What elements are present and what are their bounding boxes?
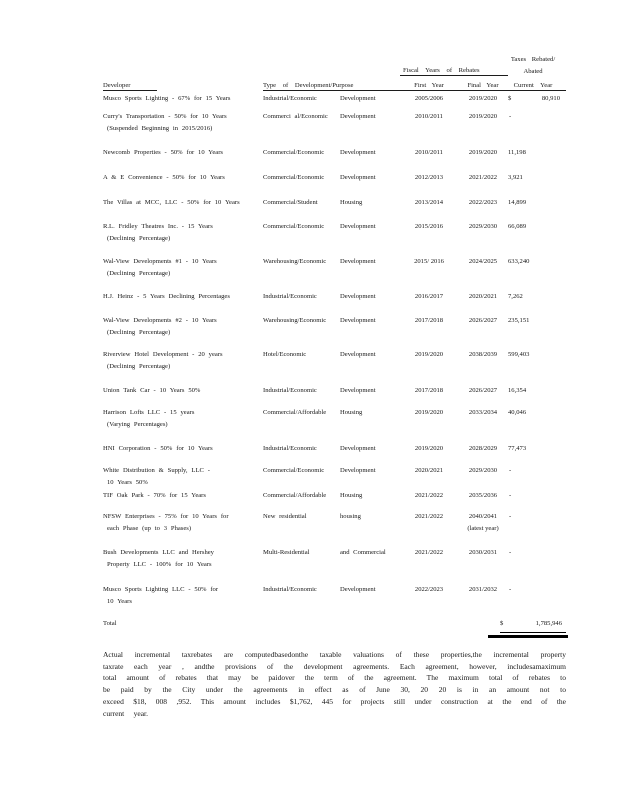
table-row [103,385,566,397]
developer-name: Newcomb Properties - 50% for 10 Years [103,149,223,156]
table-row [103,584,566,608]
developer-cell [103,443,263,455]
developer-name: Curry's Transportation - 50% for 10 Years [103,113,227,120]
taxes-rebated-header-line1: Taxes Rebated/ [510,56,556,63]
type-part2: Development [340,387,376,394]
total-label: Total [103,620,117,627]
final-year-cell [458,256,508,280]
first-year-cell: 2017/2018 [414,387,444,394]
type-part1: Warehousing/Economic [263,317,327,324]
table-row [103,256,566,280]
fiscal-subheaders [400,82,508,91]
amount-cell: 40,046 [508,409,527,416]
type-part1: Commercial/Affordable [263,409,327,416]
type-cell [263,256,400,280]
amount-cell: - [509,513,512,520]
type-cell [263,315,400,339]
type-part2: Development [340,293,376,300]
final-year-value: 2040/2041 [468,513,498,520]
total-double-rule [488,635,568,638]
developer-name: NFSW Enterprises - 75% for 10 Years for [103,513,229,520]
final-year-cell [458,385,508,397]
first-year-cell: 2015/2016 [414,223,444,230]
type-cell [263,547,400,571]
developer-cell [103,385,263,397]
type-part2: Development [340,223,376,230]
final-year-value: 2033/2034 [468,409,498,416]
first-year-column-header: First Year [414,82,444,89]
developer-cell [103,291,263,303]
type-cell [263,221,400,245]
final-year-value: 2022/2023 [468,199,498,206]
type-part2: Housing [340,409,363,416]
developer-name-line2: 10 Years [107,598,132,605]
developer-cell [103,221,263,245]
type-part1: Warehousing/Economic [263,258,327,265]
total-row [103,618,566,633]
type-part2: Housing [340,199,363,206]
amount-cell: 14,899 [508,199,527,206]
type-part1: Industrial/Economic [263,445,317,452]
type-part2: Development [340,258,376,265]
header-line-3 [103,76,566,91]
type-part1: Commerci al/Economic [263,113,328,120]
type-cell [263,172,400,184]
explanatory-paragraph: Actual incremental taxrebates are computedbasedonthe taxable valuations of these properties,the incremental property taxrate each year , andthe provisions of the development agreements. Each agreement, however, includesamaximum total amount of rebates that may be paidover the term of the agreement. The maximum total of rebates to be paid by the City under the agreements in effect as of June 30, 20 20 is in an amount not to exceed $18, 008 ,952. This amount includes $1,762, 445 for projects still under construction at the end of the current year. [103,650,566,718]
final-year-value: 2020/2021 [468,293,498,300]
final-year-cell [458,315,508,339]
type-part2: Development [340,113,376,120]
total-amount-group [500,618,566,633]
final-year-value: 2026/2027 [468,387,498,394]
final-year-cell [458,93,508,105]
developer-name-line2: (Suspended Beginning in 2015/2016) [107,125,213,132]
amount-cell: 599,403 [508,351,530,358]
developer-name-line2: (Declining Percentage) [107,363,171,370]
developer-name: The Villas at MCC, LLC - 50% for 10 Years [103,199,240,206]
developer-cell [103,111,263,135]
developer-cell [103,172,263,184]
developer-cell [103,465,263,489]
type-column-header: Type of Development/Purpose [263,82,400,91]
final-year-value: 2035/2036 [468,492,498,499]
type-cell [263,511,400,535]
type-part2: Housing [340,492,363,499]
final-year-value: 2031/2032 [468,586,498,593]
amount-cell: 16,354 [508,387,527,394]
first-year-cell: 2019/2020 [414,409,444,416]
developer-name: Riverview Hotel Development - 20 years [103,351,223,358]
table-row [103,93,566,105]
final-year-cell [458,221,508,245]
amount-cell: - [509,113,512,120]
final-year-cell [458,407,508,431]
final-year-cell [458,511,508,535]
first-year-cell: 2021/2022 [414,492,444,499]
header-line-1 [103,51,566,63]
final-year-value: 2019/2020 [468,95,498,102]
first-year-cell: 2015/ 2016 [414,258,444,265]
final-year-value: 2038/2039 [468,351,498,358]
final-year-value: 2029/2030 [468,467,498,474]
final-year-value: 2019/2020 [468,149,498,156]
type-cell [263,490,400,502]
amount-cell: 66,089 [508,223,527,230]
developer-cell [103,490,263,502]
type-part1: Industrial/Economic [263,293,317,300]
type-cell [263,349,400,373]
first-year-cell: 2022/2023 [414,586,444,593]
type-part1: Commercial/Student [263,199,318,206]
total-amount: 1,785,946 [535,620,562,627]
amount-cell: - [509,492,512,499]
first-year-cell: 2020/2021 [414,467,444,474]
developer-name: Wal-View Developments #1 - 10 Years [103,258,217,265]
developer-cell [103,511,263,535]
developer-cell [103,407,263,431]
developer-cell [103,147,263,159]
first-year-cell: 2021/2022 [414,549,444,556]
developer-cell [103,197,263,209]
developer-name: R.L. Fridley Theatres Inc. - 15 Years [103,223,213,230]
type-part1: Commercial/Economic [263,467,325,474]
first-year-cell: 2010/2011 [415,149,443,156]
type-cell [263,465,400,489]
developer-name: Harrison Lofts LLC - 15 years [103,409,195,416]
type-part2: Development [340,351,376,358]
type-cell [263,147,400,159]
dollar-sign: $ [508,95,512,102]
type-part1: Hotel/Economic [263,351,307,358]
amount-cell: 633,240 [508,258,530,265]
amount-cell: - [509,586,512,593]
fiscal-years-group-header: Fiscal Years of Rebates [400,67,508,76]
table-row [103,407,566,431]
developer-name-line2: (Declining Percentage) [107,235,171,242]
final-year-cell [458,490,508,502]
taxes-rebated-header-line2: Abated [523,68,543,75]
developer-name: Bush Developments LLC and Hershey [103,549,214,556]
type-part1: Industrial/Economic [263,95,317,102]
type-part2: Development [340,95,376,102]
final-year-value: 2026/2027 [468,317,498,324]
table-row [103,111,566,135]
developer-name-line2: (Declining Percentage) [107,329,171,336]
final-year-cell [458,291,508,303]
type-part1: Commercial/Economic [263,174,325,181]
table-row [103,547,566,571]
type-cell [263,407,400,431]
final-year-cell [458,443,508,455]
developer-name: A & E Convenience - 50% for 10 Years [103,174,225,181]
developer-name-line2: each Phase (up to 3 Phases) [107,525,192,532]
developer-cell [103,93,263,105]
table-row [103,172,566,184]
first-year-cell: 2019/2020 [414,351,444,358]
developer-name: Musco Sports Lighting - 67% for 15 Years [103,95,231,102]
table-row [103,349,566,373]
first-year-cell: 2013/2014 [414,199,444,206]
type-cell [263,111,400,135]
developer-name: Union Tank Car - 10 Years 50% [103,387,201,394]
developer-name: Wal-View Developments #2 - 10 Years [103,317,217,324]
type-part1: Multi-Residential [263,549,310,556]
amount-cell: - [509,467,512,474]
developer-name: Musco Sports Lighting LLC - 50% for [103,586,219,593]
developer-name: HNI Corporation - 50% for 10 Years [103,445,213,452]
table-header [103,51,566,91]
final-year-value: 2028/2029 [468,445,498,452]
developer-name-line2: Property LLC - 100% for 10 Years [107,561,212,568]
developer-cell [103,315,263,339]
header-line-2 [103,63,566,76]
total-dollar-sign: $ [500,620,504,627]
final-year-value: 2030/2031 [468,549,498,556]
type-part2: housing [340,513,361,520]
developer-cell [103,349,263,373]
final-year-note: (latest year) [467,525,499,532]
type-part2: Development [340,149,376,156]
table-row [103,221,566,245]
final-year-cell [458,465,508,489]
type-part1: Commercial/Economic [263,149,325,156]
developer-cell [103,584,263,608]
first-year-cell: 2019/2020 [414,445,444,452]
developer-name: TIF Oak Park - 70% for 15 Years [103,492,206,499]
final-year-value: 2019/2020 [468,113,498,120]
first-year-cell: 2016/2017 [414,293,444,300]
developer-name-line2: (Declining Percentage) [107,270,171,277]
first-year-cell: 2021/2022 [414,513,444,520]
final-year-value: 2029/2030 [468,223,498,230]
developer-name: White Distribution & Supply, LLC - [103,467,210,474]
type-part2: and Commercial [340,549,386,556]
amount-cell: 3,921 [508,174,523,181]
amount-cell: 80,910 [541,95,560,102]
type-part2: Development [340,586,376,593]
final-year-cell [458,197,508,209]
type-part1: Commercial/Economic [263,223,325,230]
type-cell [263,197,400,209]
final-year-column-header: Final Year [467,82,499,89]
type-cell [263,385,400,397]
type-part1: New residential [263,513,307,520]
table-row [103,315,566,339]
type-part1: Industrial/Economic [263,387,317,394]
final-year-value: 2021/2022 [468,174,498,181]
final-year-cell [458,111,508,135]
final-year-cell [458,584,508,608]
current-year-column-header: Current Year [500,82,566,91]
type-part2: Development [340,467,376,474]
type-cell [263,584,400,608]
type-cell [263,291,400,303]
table-row [103,490,566,502]
developer-name-line2: 10 Years 50% [107,479,148,486]
amount-cell: 7,262 [508,293,523,300]
type-part2: Development [340,317,376,324]
table-row [103,291,566,303]
table-row [103,147,566,159]
amount-cell: 11,198 [508,149,526,156]
type-part2: Development [340,445,376,452]
type-cell [263,93,400,105]
first-year-cell: 2017/2018 [414,317,444,324]
type-part2: Development [340,174,376,181]
amount-cell: 235,151 [508,317,530,324]
amount-cell: - [509,549,512,556]
first-year-cell: 2010/2011 [415,113,443,120]
type-part1: Commercial/Affordable [263,492,327,499]
developer-column-header: Developer [103,82,263,91]
table-row [103,465,566,489]
final-year-value: 2024/2025 [468,258,498,265]
final-year-cell [458,349,508,373]
first-year-cell: 2012/2013 [414,174,444,181]
table-row [103,511,566,535]
type-part1: Industrial/Economic [263,586,317,593]
amount-cell: 77,473 [508,445,527,452]
developer-name-line2: (Varying Percentages) [107,421,168,428]
table-row [103,197,566,209]
first-year-cell: 2005/2006 [414,95,444,102]
developer-name: H.J. Heinz - 5 Years Declining Percentages [103,293,230,300]
table-row [103,443,566,455]
final-year-cell [458,147,508,159]
developer-cell [103,256,263,280]
developer-cell [103,547,263,571]
type-cell [263,443,400,455]
final-year-cell [458,547,508,571]
final-year-cell [458,172,508,184]
table-body [103,93,566,608]
